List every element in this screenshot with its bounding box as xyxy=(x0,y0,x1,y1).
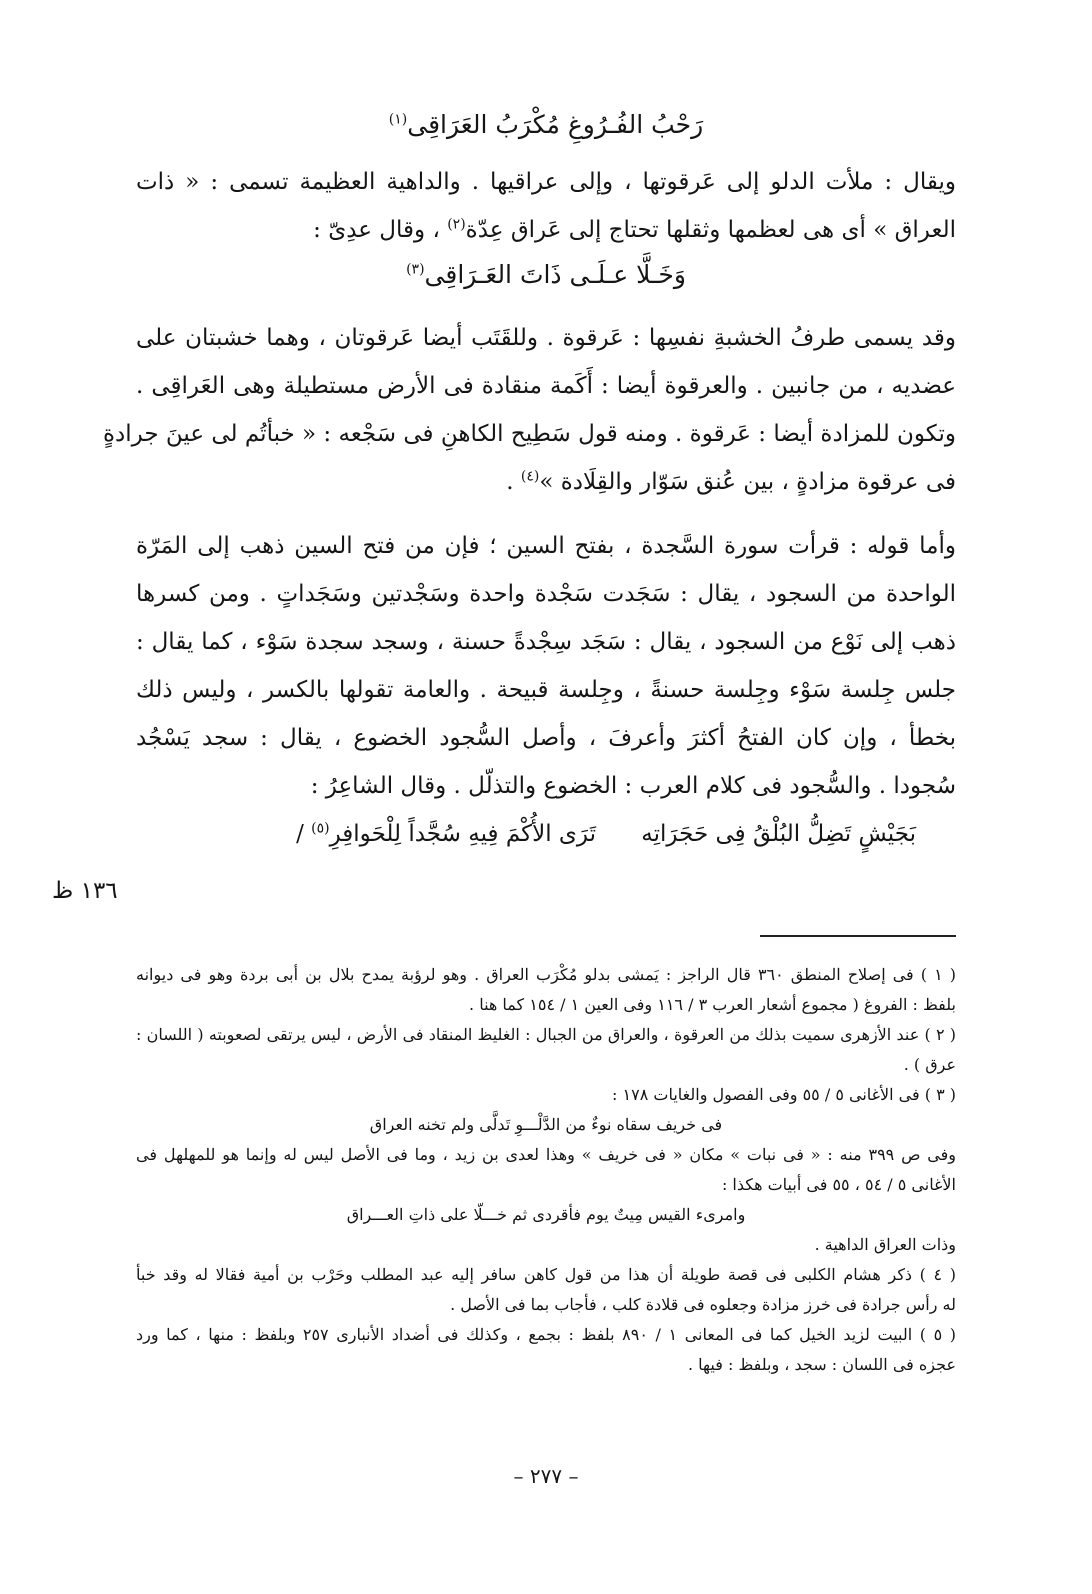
text-run: العراق » أى هى لعظمها وثقلها تحتاج إلى عَراق عِدّة xyxy=(465,217,956,243)
footnote-ref-4: (٤) xyxy=(520,468,540,485)
page-number: – ٢٧٧ – xyxy=(513,1464,579,1488)
verse-2-text: وَخَـلَّا عـلَـى ذَاتَ العَـرَاقِى xyxy=(424,260,686,289)
footnote-line: عجزه فى اللسان : سجد ، وبلفظ : فيها . xyxy=(687,1355,956,1374)
footnote-line: فى خريف سقاه نوءٌ من الدَّلْـــوِ تَدلَّى ولم تخنه العراق xyxy=(369,1115,723,1134)
paragraph-line xyxy=(136,206,956,254)
folio-slash: / xyxy=(296,821,304,847)
footnote-line: ( ٢ ) عند الأزهرى سميت بذلك من العرقوة ، والعراق من الجبال : الغليظ المنقاد فى الأرض ، ليس يرتقى لصعوبته ( اللسان : xyxy=(136,1025,956,1044)
paragraph-line: ذهب إلى نَوْع من السجود ، يقال : سَجَد سِجْدةً حسنة ، وسجد سجدة سَوْء ، كما يقال : xyxy=(136,629,956,655)
text-run: تَرَى الأُكْمَ فِيهِ سُجَّداً لِلْحَوافِرِ xyxy=(329,821,596,847)
footnote-line: الأغانى ٥ / ٥٤ ، ٥٥ فى أبيات هكذا : xyxy=(721,1175,956,1194)
footnote-line: له رأس جرادة فى خرز مزادة وجعلوه فى قلادة كلب ، فأجاب بما فى الأصل . xyxy=(450,1295,956,1314)
header-verse-text: رَحْبُ الفُـرُوغِ مُكْرَبُ العَرَاقِى xyxy=(407,110,704,139)
paragraph-line: سُجودا . والسُّجود فى كلام العرب : الخضوع والتذلّل . وقال الشاعِرُ : xyxy=(310,773,956,799)
paragraph-line: وقد يسمى طرفُ الخشبةِ نفسِها : عَرقوة . وللقَتَب أيضا عَرقوتان ، وهما خشبتان على xyxy=(136,325,956,351)
footnote-ref-2: (٢) xyxy=(447,216,466,233)
paragraph-3 xyxy=(136,522,956,810)
footnote-line: ( ٥ ) البيت لزيد الخيل كما فى المعانى ١ / ٨٩٠ بلفظ : بجمع ، وكذلك فى أضداد الأنبارى ٢٥٧ وبلفظ : منها ، كما ورد xyxy=(136,1325,957,1344)
paragraph-line: وأما قوله : قرأت سورة السَّجدة ، بفتح السين ؛ فإن من فتح السين ذهب إلى المَرّة xyxy=(136,533,956,559)
paragraph-line: وتكون للمزادة أيضا : عَرقوة . ومنه قول سَطِيح الكاهنِ فى سَجْعه : « خبأتُم لى عينَ جرادةٍ xyxy=(102,421,956,447)
footnote-line: بلفظ : الفروغ ( مجموع أشعار العرب ٣ / ١١٦ وفى العين ١ / ١٥٤ كما هنا . xyxy=(469,995,956,1014)
verse-hemistich-1: بَجَيْشٍ تَضِلُّ البُلْقُ فِى حَجَرَاتِه xyxy=(641,821,916,847)
footnote-ref-3: (٣) xyxy=(406,261,425,278)
footnote-line: ( ١ ) فى إصلاح المنطق ٣٦٠ قال الراجز : يَمشى بدلو مُكْرَب العراق . وهو لرؤبة يمدح بلال بن أبى بردة وهو فى ديوانه xyxy=(136,965,957,984)
header-verse xyxy=(136,104,956,148)
verse-3 xyxy=(136,810,956,858)
footnote-line: وفى ص ٣٩٩ منه : « فى نبات » مكان « فى خريف » وهذا لعدى بن زيد ، وما فى الأصل ليس له وإنما هو للمهلهل فى xyxy=(136,1145,957,1164)
footnote-line: ( ٤ ) ذكر هشام الكلبى فى قصة طويلة أن هذا من قول كاهن سافر إليه عبد المطلب وحَرْب بن أمية فقالا له وقد خبأ xyxy=(136,1265,957,1284)
footnote-line: ( ٣ ) فى الأغانى ٥ / ٥٥ وفى الفصول والغايات ١٧٨ : xyxy=(612,1085,956,1104)
text-run: ، وقال عدِىّ : xyxy=(313,217,440,243)
paragraph-2 xyxy=(102,314,956,506)
footnote-ref-1: (١) xyxy=(388,111,408,128)
paragraph-line xyxy=(136,458,956,506)
paragraph-line: جلس جِلسة سَوْء وجِلسة حسنةً ، وجِلسة قبيحة . والعامة تقولها بالكسر ، وليس ذلك xyxy=(136,677,956,703)
footnote-line: وذات العراق الداهية . xyxy=(814,1235,956,1254)
footnote-line: وامرىء القيس مِيتٌ يوم فأقردى ثم خـــلّا على ذاتِ العـــراق xyxy=(346,1205,746,1224)
paragraph-line: بخطأ ، وإن كان الفتحُ أكثرَ وأعرفَ ، وأصل السُّجود الخضوع ، يقال : سجد يَسْجُد xyxy=(136,725,956,751)
footnote-rule xyxy=(760,935,956,937)
manuscript-folio-note: ١٣٦ ظ xyxy=(52,878,118,904)
footnote-line: عرق ) . xyxy=(903,1055,956,1074)
paragraph-line: عضديه ، من جانبين . والعرقوة أيضا : أَكَمة منقادة فى الأرض مستطيلة وهى العَراقِى . xyxy=(136,373,956,399)
verse-hemistich-2 xyxy=(296,810,596,858)
text-run: فى عرقوة مزادةٍ ، بين عُنق سَوّار والقِلَادة » xyxy=(539,469,956,495)
paragraph-line: الواحدة من السجود ، يقال : سَجَدت سَجْدة واحدة وسَجْدتين وسَجَداتٍ . ومن كسرها xyxy=(136,581,956,607)
paragraph-line: ويقال : ملأت الدلو إلى عَرقوتها ، وإلى عراقيها . والداهية العظيمة تسمى : « ذات xyxy=(136,169,956,195)
footnote-ref-5: (٥) xyxy=(311,820,330,837)
main-text xyxy=(102,104,956,858)
footnotes xyxy=(136,960,956,1380)
text-run: . xyxy=(506,469,521,495)
paragraph-1 xyxy=(136,158,956,254)
verse-2 xyxy=(136,254,956,298)
